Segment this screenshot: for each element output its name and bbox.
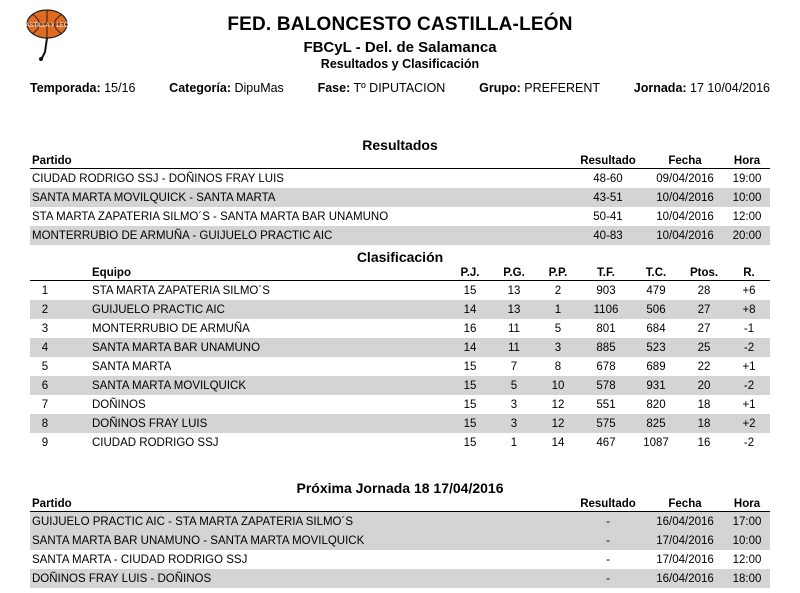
meta-temporada-label: Temporada: [30,81,101,95]
table-header-row [30,153,770,169]
cell-fecha: 09/04/2016 [656,172,714,185]
cell-posicion: 7 [41,398,49,411]
cell-pg: 13 [507,303,521,316]
cell-tc: 689 [646,360,666,373]
cell-partido: CIUDAD RODRIGO SSJ - DOÑINOS FRAY LUIS [32,172,284,185]
cell-pp: 3 [554,341,562,354]
cell-posicion: 3 [41,322,49,335]
cell-pj: 15 [463,436,477,449]
table-row [30,319,770,338]
col-partido: Partido [30,496,570,512]
cell-pj: 15 [463,417,477,430]
proxima-jornada-table [30,496,770,588]
cell-tf: 1106 [593,303,619,316]
col-tf: T.F. [580,265,632,281]
table-row [30,512,770,532]
cell-hora: 10:00 [732,534,762,547]
cell-hora: 18:00 [732,572,762,585]
col-pg: P.G. [492,265,536,281]
federation-title: FED. BALONCESTO CASTILLA-LEÓN [227,14,573,35]
col-tc: T.C. [632,265,680,281]
cell-fecha: 16/04/2016 [656,515,714,528]
cell-posicion: 4 [41,341,49,354]
cell-r: -2 [743,436,755,449]
cell-equipo: GUIJUELO PRACTIC AIC [92,303,225,316]
col-pj: P.J. [448,265,492,281]
cell-tf: 467 [596,436,616,449]
meta-grupo [479,81,600,95]
cell-r: +1 [742,360,756,373]
cell-tf: 885 [596,341,616,354]
cell-partido: SANTA MARTA MOVILQUICK - SANTA MARTA [32,191,276,204]
cell-resultado: 50-41 [593,210,623,223]
cell-pp: 12 [551,417,565,430]
meta-temporada [30,81,135,95]
meta-temporada-value: 15/16 [104,81,136,95]
meta-grupo-label: Grupo: [479,81,521,95]
col-hora: Hora [724,496,770,512]
col-posicion [30,265,64,281]
cell-equipo: STA MARTA ZAPATERIA SILMO´S [92,284,270,297]
cell-posicion: 1 [41,284,49,297]
cell-partido: SANTA MARTA BAR UNAMUNO - SANTA MARTA MOVILQUICK [32,534,365,547]
document-subtitle: Resultados y Clasificación [320,57,480,71]
resultados-table [30,153,770,245]
cell-pg: 13 [507,284,521,297]
cell-pj: 14 [463,341,477,354]
cell-fecha: 10/04/2016 [656,191,714,204]
cell-pp: 14 [551,436,565,449]
cell-pj: 15 [463,398,477,411]
meta-fase-value: Tº DIPUTACION [353,81,446,95]
meta-jornada-value: 17 10/04/2016 [690,81,770,95]
cell-pj: 15 [463,360,477,373]
cell-hora: 12:00 [732,210,762,223]
table-row [30,281,770,301]
meta-grupo-value: PREFERENT [524,81,600,95]
cell-resultado: - [606,553,610,566]
table-row [30,300,770,319]
cell-pg: 3 [510,398,518,411]
cell-tf: 551 [596,398,616,411]
cell-fecha: 10/04/2016 [656,229,714,242]
cell-equipo: MONTERRUBIO DE ARMUÑA [92,322,250,335]
col-r: R. [728,265,770,281]
cell-equipo: DOÑINOS FRAY LUIS [92,417,208,430]
cell-pp: 12 [551,398,565,411]
meta-categoria [169,81,284,95]
basketball-logo-icon [18,6,76,64]
cell-posicion: 2 [41,303,49,316]
cell-tc: 506 [646,303,666,316]
cell-equipo: SANTA MARTA MOVILQUICK [92,379,247,392]
col-fecha: Fecha [646,496,724,512]
svg-text:CASTILLA Y LEÓN: CASTILLA Y LEÓN [21,23,73,29]
cell-r: +6 [742,284,756,297]
cell-pj: 15 [463,379,477,392]
col-hora: Hora [724,153,770,169]
cell-resultado: 40-83 [593,229,623,242]
clasificacion-table [30,265,770,452]
cell-pj: 14 [463,303,477,316]
cell-tf: 801 [596,322,616,335]
cell-r: +8 [742,303,756,316]
table-row [30,395,770,414]
cell-hora: 19:00 [732,172,762,185]
cell-hora: 20:00 [732,229,762,242]
table-row [30,414,770,433]
cell-posicion: 8 [41,417,49,430]
proxima-jornada-section-title: Próxima Jornada 18 17/04/2016 [296,480,504,496]
table-header-row [30,265,770,281]
table-row [30,169,770,189]
table-row [30,433,770,452]
table-row [30,207,770,226]
competition-meta [0,81,800,95]
cell-partido: DOÑINOS FRAY LUIS - DOÑINOS [32,572,212,585]
cell-tc: 931 [646,379,666,392]
table-row [30,376,770,395]
cell-pp: 1 [554,303,562,316]
cell-ptos: 16 [697,436,711,449]
cell-equipo: DOÑINOS [92,398,146,411]
cell-pg: 3 [510,417,518,430]
col-resultado: Resultado [570,496,646,512]
cell-ptos: 18 [697,417,711,430]
cell-ptos: 22 [697,360,711,373]
cell-fecha: 17/04/2016 [656,553,714,566]
cell-pj: 15 [463,284,477,297]
cell-equipo: CIUDAD RODRIGO SSJ [92,436,219,449]
cell-pg: 11 [508,322,520,335]
cell-tc: 1087 [643,436,669,449]
col-partido: Partido [30,153,570,169]
delegation-title: FBCyL - Del. de Salamanca [303,39,497,56]
cell-ptos: 25 [697,341,711,354]
resultados-section-title: Resultados [362,137,438,153]
cell-ptos: 20 [697,379,711,392]
cell-hora: 17:00 [732,515,762,528]
cell-tc: 825 [646,417,666,430]
cell-pj: 16 [463,322,477,335]
cell-tc: 820 [646,398,666,411]
cell-equipo: SANTA MARTA [92,360,172,373]
meta-fase-label: Fase: [317,81,351,95]
cell-pp: 8 [554,360,562,373]
table-row [30,338,770,357]
meta-categoria-value: DipuMas [234,81,284,95]
cell-partido: GUIJUELO PRACTIC AIC - STA MARTA ZAPATERIA SILMO´S [32,515,353,528]
cell-tc: 684 [646,322,666,335]
cell-partido: SANTA MARTA - CIUDAD RODRIGO SSJ [32,553,248,566]
meta-jornada-label: Jornada: [633,81,687,95]
cell-ptos: 28 [697,284,711,297]
cell-posicion: 9 [41,436,49,449]
cell-tf: 578 [596,379,616,392]
cell-hora: 10:00 [732,191,762,204]
table-header-row [30,496,770,512]
cell-r: -2 [743,379,755,392]
cell-tc: 479 [646,284,666,297]
meta-jornada [634,81,770,95]
table-row [30,188,770,207]
cell-pp: 5 [554,322,562,335]
cell-fecha: 10/04/2016 [656,210,714,223]
cell-pg: 5 [510,379,518,392]
meta-fase [318,81,446,95]
cell-ptos: 18 [697,398,711,411]
document-header [0,0,800,71]
cell-hora: 12:00 [732,553,762,566]
col-equipo: Equipo [64,265,448,281]
cell-fecha: 16/04/2016 [656,572,714,585]
col-ptos: Ptos. [680,265,728,281]
cell-tc: 523 [646,341,666,354]
table-row [30,569,770,588]
cell-resultado: 43-51 [593,191,623,204]
cell-r: -1 [743,322,755,335]
cell-posicion: 6 [41,379,49,392]
cell-posicion: 5 [41,360,49,373]
cell-resultado: - [606,534,610,547]
cell-fecha: 17/04/2016 [656,534,714,547]
cell-tf: 903 [596,284,616,297]
cell-pp: 2 [554,284,562,297]
cell-pg: 7 [510,360,518,373]
cell-r: +2 [742,417,756,430]
cell-ptos: 27 [697,303,711,316]
clasificacion-section-title: Clasificación [356,249,444,265]
cell-r: -2 [743,341,755,354]
table-row [30,550,770,569]
col-pp: P.P. [536,265,580,281]
cell-pg: 11 [508,341,520,354]
cell-r: +1 [742,398,756,411]
table-row [30,357,770,376]
cell-resultado: 48-60 [593,172,623,185]
cell-pp: 10 [551,379,565,392]
table-row [30,531,770,550]
cell-equipo: SANTA MARTA BAR UNAMUNO [92,341,261,354]
cell-ptos: 27 [697,322,711,335]
cell-tf: 575 [596,417,616,430]
cell-resultado: - [606,515,610,528]
cell-tf: 678 [596,360,616,373]
table-row [30,226,770,245]
cell-pg: 1 [510,436,518,449]
col-fecha: Fecha [646,153,724,169]
cell-resultado: - [606,572,610,585]
col-resultado: Resultado [570,153,646,169]
cell-partido: STA MARTA ZAPATERIA SILMO´S - SANTA MARTA BAR UNAMUNO [32,210,389,223]
cell-partido: MONTERRUBIO DE ARMUÑA - GUIJUELO PRACTIC AIC [32,229,333,242]
meta-categoria-label: Categoría: [169,81,231,95]
